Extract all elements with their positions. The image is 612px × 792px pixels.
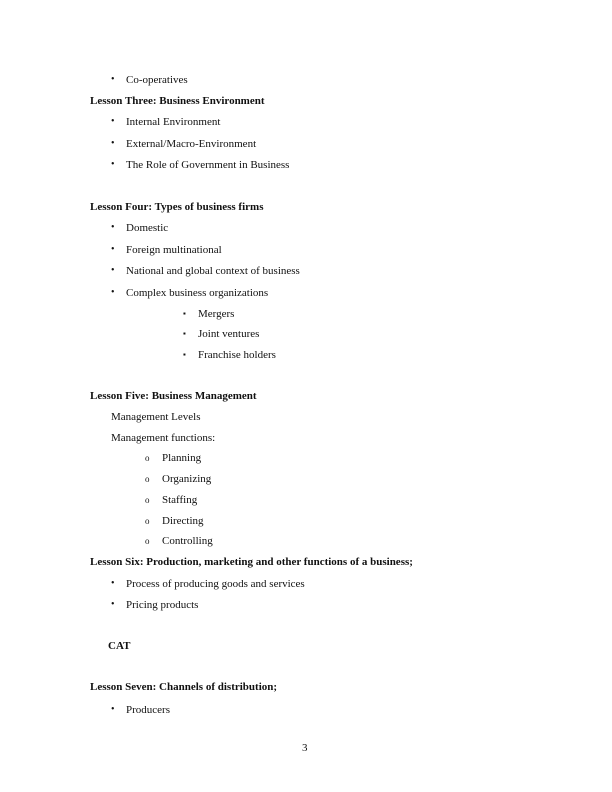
bullet-icon: • [111,222,115,233]
bullet-icon: • [111,116,115,127]
item-text: Process of producing goods and services [126,578,305,590]
bullet-icon: • [111,74,115,85]
bullet-icon: • [111,599,115,610]
lesson-heading: Lesson Five: Business Management [90,390,257,402]
item-text: Internal Environment [126,116,221,128]
bullet-icon: • [111,244,115,255]
item-text: Foreign multinational [126,244,222,256]
circle-bullet-icon: o [145,474,150,484]
paragraph: Management functions: [111,432,216,444]
lesson-heading: Lesson Four: Types of business firms [90,201,264,213]
item-text: Mergers [198,308,235,320]
item-text: Joint ventures [198,328,260,340]
item-text: External/Macro-Environment [126,138,257,150]
item-text: Staffing [162,494,198,506]
paragraph: Management Levels [111,411,201,423]
square-bullet-icon: ▪ [183,309,186,318]
item-text: Pricing products [126,599,199,611]
circle-bullet-icon: o [145,453,150,463]
circle-bullet-icon: o [145,495,150,505]
item-text: Franchise holders [198,349,276,361]
page-number: 3 [302,742,308,754]
item-text: Organizing [162,473,212,485]
square-bullet-icon: ▪ [183,350,186,359]
item-text: Planning [162,452,202,464]
square-bullet-icon: ▪ [183,329,186,338]
item-text: Producers [126,704,170,716]
item-text: The Role of Government in Business [126,159,290,171]
bullet-icon: • [111,138,115,149]
bullet-icon: • [111,159,115,170]
item-text: Domestic [126,222,169,234]
cat-heading: CAT [108,640,131,652]
bullet-icon: • [111,287,115,298]
lesson-heading: Lesson Six: Production, marketing and other functions of a business; [90,556,413,568]
item-text: Directing [162,515,204,527]
lesson-heading: Lesson Three: Business Environment [90,95,265,107]
bullet-icon: • [111,265,115,276]
circle-bullet-icon: o [145,536,150,546]
item-text: Co-operatives [126,74,188,86]
bullet-icon: • [111,704,115,715]
lesson-heading: Lesson Seven: Channels of distribution; [90,681,278,693]
item-text: National and global context of business [126,265,300,277]
item-text: Complex business organizations [126,287,269,299]
circle-bullet-icon: o [145,516,150,526]
item-text: Controlling [162,535,213,547]
bullet-icon: • [111,578,115,589]
